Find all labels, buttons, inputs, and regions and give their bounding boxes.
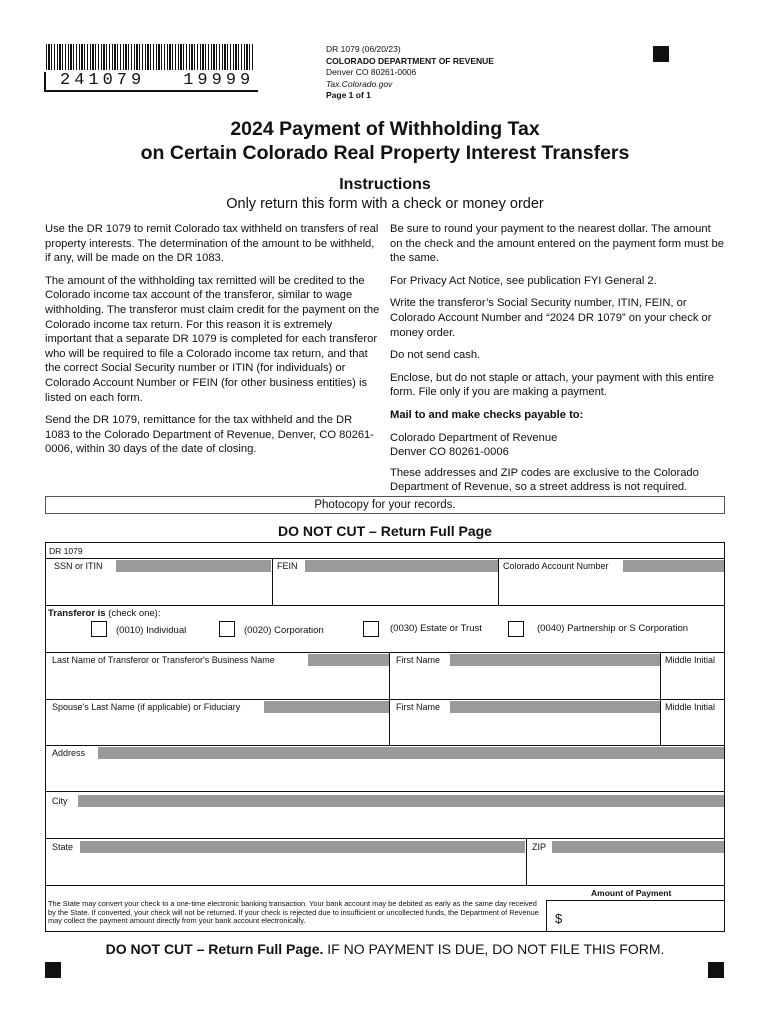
form-code: DR 1079 (06/20/23)	[326, 44, 401, 54]
instruction-paragraph: The amount of the withholding tax remitted will be credited to the Colorado income tax account of the transferor, similar to wage withholding. The transferor must claim credit for the payment on the Colorado income tax return. For this reason it is extremely important that a separate DR 1079 is completed for each transferor who will be required to file a Colorado income tax return, and that the correct Social Security number or ITIN (for individuals) or Colorado Account Number or FEIN (for other business entities) is listed on each form.	[45, 274, 380, 404]
registration-mark	[708, 962, 724, 978]
instruction-paragraph: Be sure to round your payment to the nearest dollar. The amount on the check and the amount entered on the payment form must be the same.	[390, 223, 724, 265]
form-header	[326, 44, 494, 102]
zip-field[interactable]	[527, 854, 724, 885]
footer-no-payment: IF NO PAYMENT IS DUE, DO NOT FILE THIS FORM.	[323, 941, 665, 957]
instruction-paragraph: Use the DR 1079 to remit Colorado tax withheld on transfers of real property interests. The determination of the amount to be withheld, if any, will be made on the DR 1083.	[45, 223, 379, 265]
photocopy-notice: Photocopy for your records.	[45, 496, 725, 514]
zip-label: ZIP	[532, 842, 547, 852]
spouse-name-field[interactable]	[46, 714, 389, 745]
corporation-option-label: (0020) Corporation	[244, 625, 324, 636]
last-name-label: Last Name of Transferor or Transferor's Business Name	[52, 655, 275, 665]
fein-field[interactable]	[273, 573, 498, 605]
estate-trust-checkbox[interactable]	[363, 621, 379, 637]
city-field[interactable]	[46, 808, 724, 837]
instructions-right-column	[390, 222, 725, 503]
spouse-first-name-label: First Name	[396, 702, 441, 712]
estate-trust-option-label: (0030) Estate or Trust	[390, 623, 482, 634]
instructions-left-column	[45, 222, 380, 465]
page-title-line2: on Certain Colorado Real Property Interest Transfers	[140, 142, 630, 164]
spouse-name-label: Spouse's Last Name (if applicable) or Fiduciary	[52, 702, 241, 712]
registration-mark	[653, 46, 669, 62]
page-title-line1: 2024 Payment of Withholding Tax	[230, 118, 540, 140]
barcode	[46, 44, 254, 70]
ssn-label: SSN or ITIN	[54, 561, 103, 571]
first-name-label: First Name	[396, 655, 441, 665]
mail-address-line1: Colorado Department of Revenue	[390, 431, 558, 444]
partnership-checkbox[interactable]	[508, 621, 524, 637]
mail-address-line2: Denver CO 80261-0006	[390, 446, 509, 459]
account-number-field[interactable]	[499, 573, 724, 605]
spouse-middle-initial-label: Middle Initial	[665, 702, 716, 712]
instruction-paragraph: Do not send cash.	[390, 349, 481, 362]
footer-notice	[0, 941, 770, 957]
account-number-label: Colorado Account Number	[503, 561, 609, 571]
do-not-cut-heading: DO NOT CUT – Return Full Page	[278, 523, 492, 539]
dollar-sign: $	[555, 911, 563, 926]
instruction-paragraph: Enclose, but do not staple or attach, your payment with this entire form. File only if you are making a payment.	[390, 371, 714, 399]
last-name-field[interactable]	[46, 667, 389, 698]
footer-do-not-cut: DO NOT CUT – Return Full Page.	[105, 941, 324, 957]
transferor-type-label: Transferor is (check one):	[48, 608, 161, 619]
mail-heading: Mail to and make checks payable to:	[390, 408, 584, 421]
amount-of-payment-label: Amount of Payment	[591, 888, 672, 898]
address-field[interactable]	[46, 760, 724, 790]
ach-conversion-notice: The State may convert your check to a one-time electronic banking transaction. Your bank account may be debited as early as the same day received by the State. If converted, your check will not be returned. If your check is rejected due to insufficient or uncollected funds, the Department of Revenue may collect the payment amount directly from your bank account electronically.	[48, 899, 539, 926]
instruction-paragraph: Write the transferor’s Social Security number, ITIN, FEIN, or Colorado Account Number and “2024 DR 1079” on your check or money order.	[390, 297, 712, 339]
individual-option-label: (0010) Individual	[116, 625, 187, 636]
ssn-field[interactable]	[46, 573, 271, 605]
department-website: Tax.Colorado.gov	[326, 78, 393, 89]
page-number: Page 1 of 1	[326, 90, 371, 100]
city-label: City	[52, 796, 68, 806]
state-field[interactable]	[46, 854, 525, 885]
fein-label: FEIN	[277, 561, 298, 571]
mail-note: These addresses and ZIP codes are exclusive to the Colorado Department of Revenue, so a street address is not required.	[390, 466, 699, 494]
barcode-right-digits: 19999	[183, 71, 255, 90]
first-name-field[interactable]	[390, 667, 660, 698]
barcode-number	[44, 72, 258, 92]
department-address: Denver CO 80261-0006	[326, 67, 417, 77]
instruction-paragraph: Send the DR 1079, remittance for the tax withheld and the DR 1083 to the Colorado Department of Revenue, Denver, CO 80261-0006, within 30 days of the date of closing.	[45, 414, 374, 456]
registration-mark	[45, 962, 61, 978]
department-name: COLORADO DEPARTMENT OF REVENUE	[326, 55, 494, 66]
partnership-option-label: (0040) Partnership or S Corporation	[537, 623, 689, 634]
middle-initial-field[interactable]	[661, 667, 724, 698]
state-label: State	[52, 842, 74, 852]
corporation-checkbox[interactable]	[219, 621, 235, 637]
instruction-paragraph: For Privacy Act Notice, see publication FYI General 2.	[390, 274, 657, 287]
spouse-first-name-field[interactable]	[390, 714, 660, 745]
amount-of-payment-field[interactable]	[546, 900, 725, 931]
instructions-heading: Instructions	[339, 176, 431, 193]
individual-checkbox[interactable]	[91, 621, 107, 637]
middle-initial-label: Middle Initial	[665, 655, 716, 665]
instructions-subheading: Only return this form with a check or money order	[226, 196, 544, 212]
spouse-middle-initial-field[interactable]	[661, 714, 724, 745]
form-code-label: DR 1079	[49, 546, 83, 556]
barcode-left-digits: 241079	[60, 71, 146, 90]
address-label: Address	[52, 748, 86, 758]
